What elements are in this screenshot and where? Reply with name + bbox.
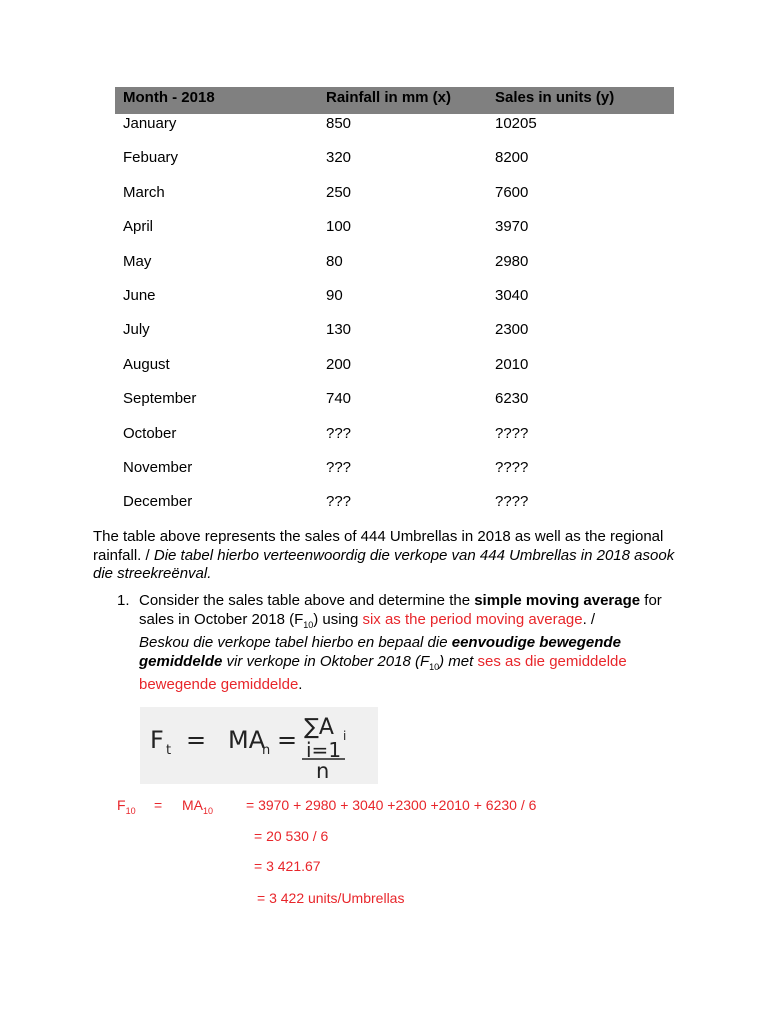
header-month: Month - 2018 xyxy=(123,89,215,106)
q-af-4: . xyxy=(298,676,303,693)
q-en-3: ) using xyxy=(313,610,363,628)
cell-month: April xyxy=(123,218,154,236)
cell-rainfall: 250 xyxy=(326,183,352,201)
q-af-sub: 10 xyxy=(429,661,440,672)
calc-eq: = xyxy=(154,797,163,813)
table-row xyxy=(115,424,674,458)
table-row xyxy=(115,458,674,492)
cell-month: August xyxy=(123,355,170,373)
q-en-4: . / xyxy=(582,610,596,628)
calc-f-sub: 10 xyxy=(125,805,136,816)
cell-month: Febuary xyxy=(123,149,179,167)
q-en-2: for sales in October 2018 (F xyxy=(139,592,662,628)
table-row xyxy=(115,252,674,286)
cell-month: October xyxy=(123,424,177,442)
formula-eq-2: = xyxy=(277,726,298,754)
cell-sales: ???? xyxy=(495,424,529,442)
sales-table xyxy=(115,87,674,527)
cell-sales: 7600 xyxy=(495,183,529,201)
cell-rainfall: 850 xyxy=(326,115,352,132)
cell-sales: 3970 xyxy=(495,218,529,236)
q-en-red: six as the period moving average xyxy=(362,610,583,628)
calc-ma-sub: 10 xyxy=(203,805,214,816)
table-row xyxy=(115,389,674,423)
calc-line-4: = 3 422 units/Umbrellas xyxy=(257,890,405,906)
cell-month: September xyxy=(123,390,197,408)
cell-sales: ???? xyxy=(495,493,529,511)
cell-month: March xyxy=(123,183,165,201)
header-sales: Sales in units (y) xyxy=(495,89,615,106)
calc-ma10 xyxy=(182,797,213,816)
calc-line-2: = 20 530 / 6 xyxy=(254,828,329,844)
calc-line-1: = 3970 + 2980 + 3040 +2300 +2010 + 6230 / 6 xyxy=(246,797,537,813)
intro-afrikaans: Die tabel hierbo verteenwoordig die verkope van 444 Umbrellas in 2018 asook die streekreënval. xyxy=(93,546,675,582)
formula-lower-limit: i=1 xyxy=(306,738,342,762)
table-row xyxy=(115,286,674,320)
formula-sum-sub: i xyxy=(343,729,347,743)
table-row xyxy=(115,183,674,217)
cell-month: May xyxy=(123,252,152,270)
cell-rainfall: ??? xyxy=(326,458,352,476)
calc-line-3: = 3 421.67 xyxy=(254,858,321,874)
cell-rainfall: 130 xyxy=(326,321,352,339)
cell-month: December xyxy=(123,493,193,511)
q-en-1: Consider the sales table above and determine the xyxy=(139,592,475,609)
cell-month: June xyxy=(123,286,156,304)
formula-lhs-sub: t xyxy=(166,743,172,758)
table-row xyxy=(115,492,674,526)
cell-sales: 6230 xyxy=(495,390,529,408)
table-row xyxy=(115,355,674,389)
intro-english: The table above represents the sales of 444 Umbrellas in 2018 as well as the regional rainfall. / xyxy=(93,528,664,564)
formula-ma-sub: n xyxy=(262,743,271,758)
formula-ma: MA xyxy=(228,726,266,754)
table-header xyxy=(115,87,674,114)
cell-rainfall: 200 xyxy=(326,355,352,373)
cell-rainfall: ??? xyxy=(326,424,352,442)
table-row xyxy=(115,320,674,354)
cell-rainfall: 740 xyxy=(326,390,352,408)
question-text xyxy=(139,592,679,695)
cell-rainfall: 320 xyxy=(326,149,352,167)
cell-sales: 10205 xyxy=(495,115,537,132)
q-af-red: ses as die gemiddelde bewegende gemiddelde xyxy=(139,652,627,693)
calc-f10 xyxy=(117,797,136,816)
cell-sales: 2300 xyxy=(495,321,529,339)
formula-eq-1: = xyxy=(186,726,207,754)
cell-rainfall: ??? xyxy=(326,493,352,511)
cell-sales: 2010 xyxy=(495,355,529,373)
q-en-bold: simple moving average xyxy=(474,592,641,609)
header-rainfall: Rainfall in mm (x) xyxy=(326,89,452,106)
cell-sales: 2980 xyxy=(495,252,529,270)
q-af-2: vir verkope in Oktober 2018 (F xyxy=(222,652,430,670)
cell-sales: 3040 xyxy=(495,286,529,304)
cell-rainfall: 100 xyxy=(326,218,352,236)
cell-sales: ???? xyxy=(495,458,529,476)
cell-month: January xyxy=(123,115,177,132)
cell-rainfall: 80 xyxy=(326,252,343,270)
cell-month: July xyxy=(123,321,150,339)
table-row xyxy=(115,148,674,182)
question-number: 1. xyxy=(117,592,130,609)
q-en-sub: 10 xyxy=(303,619,314,630)
q-af-bold: eenvoudige bewegende gemiddelde xyxy=(139,634,621,670)
q-af-3: ) met xyxy=(439,652,478,670)
cell-sales: 8200 xyxy=(495,149,529,167)
cell-rainfall: 90 xyxy=(326,286,343,304)
cell-month: November xyxy=(123,458,193,476)
table-row xyxy=(115,217,674,251)
formula-lhs: F xyxy=(150,726,164,754)
formula-image xyxy=(140,707,378,784)
intro-paragraph xyxy=(93,528,693,584)
q-af-1: Beskou die verkope tabel hierbo en bepaal die xyxy=(139,634,452,651)
calc-ma-label: MA xyxy=(182,797,203,813)
table-row xyxy=(115,114,674,148)
calc-f-label: F xyxy=(117,797,126,813)
formula-sum: ∑A xyxy=(304,715,334,740)
formula-denominator: n xyxy=(316,759,330,783)
